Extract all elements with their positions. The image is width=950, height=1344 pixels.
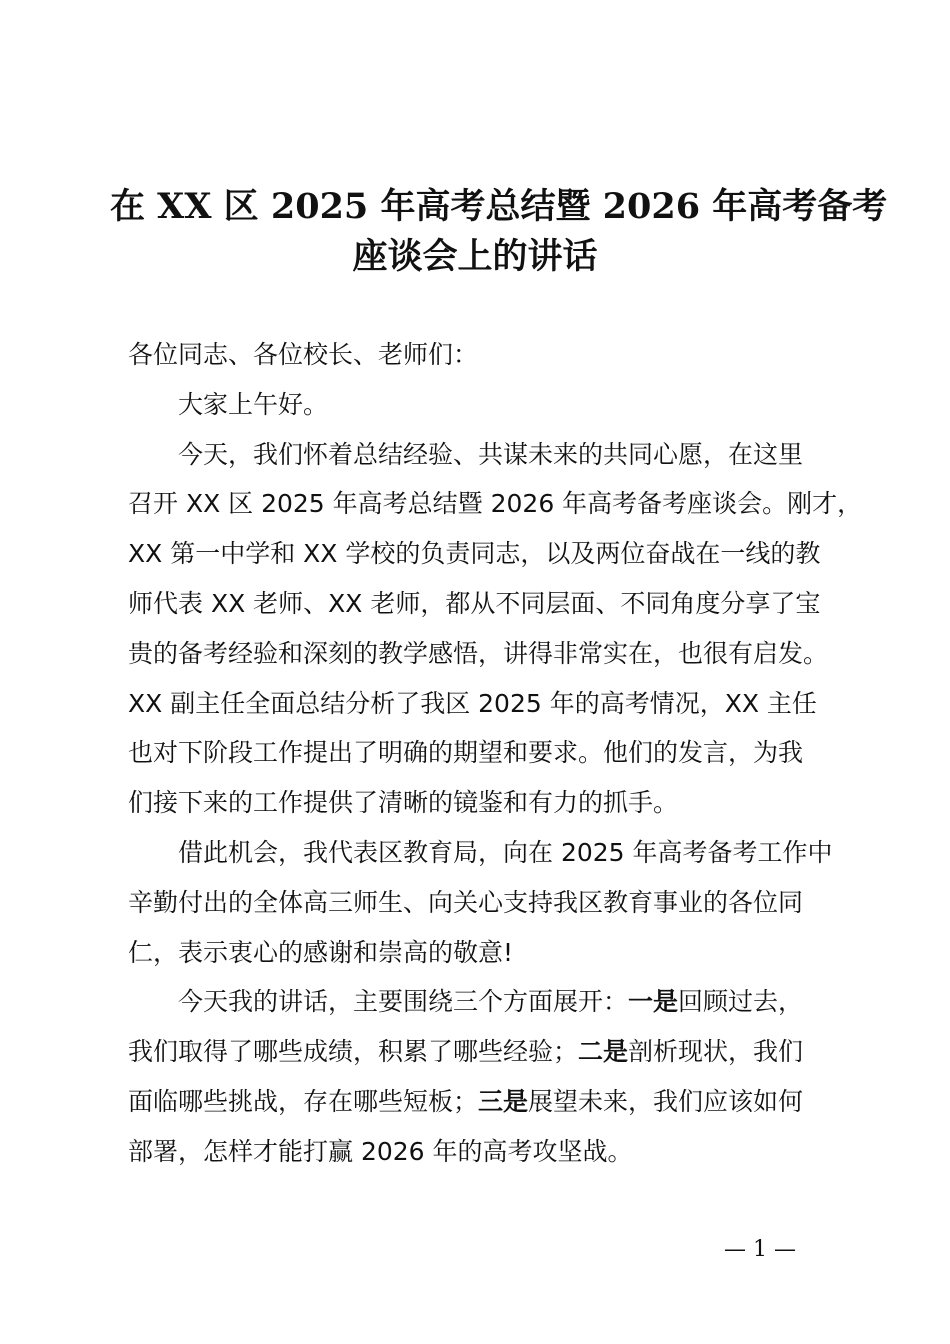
paragraph-thanks <box>128 828 833 977</box>
outline-text: 回顾过去， <box>678 987 804 1017</box>
outline-marker-first: 一是 <box>628 987 679 1017</box>
speech-body <box>128 330 863 1177</box>
paragraph-opening <box>128 430 863 828</box>
paragraph-line: 贵的备考经验和深刻的教学感悟，讲得非常实在，也很有启发。 <box>128 638 829 668</box>
salutation <box>128 330 833 380</box>
outline-text: 面临哪些挑战，存在哪些短板； <box>128 1086 479 1116</box>
outline-line-2 <box>128 1027 833 1077</box>
outline-marker-third: 三是 <box>478 1086 529 1116</box>
outline-text: 展望未来，我们应该如何 <box>528 1086 804 1116</box>
page-number: — 1 — <box>724 1237 796 1262</box>
paragraph-line: 召开 XX 区 2025 年高考总结暨 2026 年高考备考座谈会。刚才， <box>128 489 863 519</box>
title-line-2: 座谈会上的讲话 <box>352 236 598 277</box>
paragraph-line: 辛勤付出的全体高三师生、向关心支持我区教育事业的各位同 <box>128 887 804 917</box>
greeting <box>128 380 833 430</box>
paragraph-outline <box>128 977 833 1176</box>
outline-line-3 <box>128 1077 833 1127</box>
paragraph-line: 也对下阶段工作提出了明确的期望和要求。他们的发言，为我 <box>128 738 804 768</box>
outline-line-1 <box>128 977 833 1027</box>
paragraph-line: XX 第一中学和 XX 学校的负责同志，以及两位奋战在一线的教 <box>128 539 821 569</box>
outline-text: 今天我的讲话，主要围绕三个方面展开： <box>178 987 629 1017</box>
salutation-line: 各位同志、各位校长、老师们： <box>128 340 479 369</box>
paragraph-line: 师代表 XX 老师、XX 老师，都从不同层面、不同角度分享了宝 <box>128 588 821 618</box>
outline-line-4: 部署，怎样才能打赢 2026 年的高考攻坚战。 <box>128 1136 633 1166</box>
document-title <box>110 182 888 282</box>
paragraph-line: 们接下来的工作提供了清晰的镜鉴和有力的抓手。 <box>128 788 679 818</box>
paragraph-line: 借此机会，我代表区教育局，向在 2025 年高考备考工作中 <box>178 837 833 867</box>
paragraph-line: XX 副主任全面总结分析了我区 2025 年的高考情况，XX 主任 <box>128 688 817 718</box>
greeting-line: 大家上午好。 <box>178 389 329 419</box>
paragraph-line: 仁，表示衷心的感谢和崇高的敬意! <box>128 937 514 967</box>
title-line-1: 在 XX 区 2025 年高考总结暨 2026 年高考备考 <box>110 186 888 227</box>
paragraph-line: 今天，我们怀着总结经验、共谋未来的共同心愿，在这里 <box>178 439 804 469</box>
outline-text: 我们取得了哪些成绩，积累了哪些经验； <box>128 1037 579 1067</box>
outline-marker-second: 二是 <box>578 1037 629 1067</box>
outline-text: 剖析现状，我们 <box>628 1037 804 1067</box>
